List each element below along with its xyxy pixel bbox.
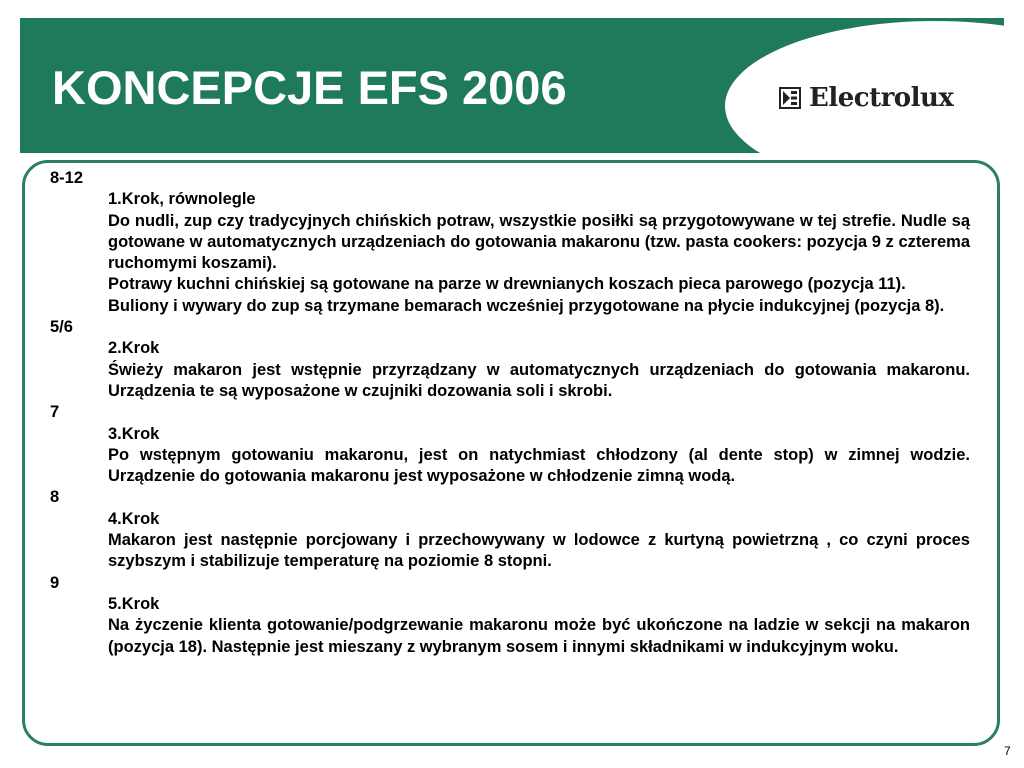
electrolux-logo [779,82,953,114]
step-paragraph: Do nudli, zup czy tradycyjnych chińskich potraw, wszystkie posiłki są przygotowywane w tej strefie. Nudle są gotowane w automatycznych urządzeniach do gotowania makaronu (tzw. pasta cookers: pozycja 9 z czterema ruchomymi koszami). [108,211,970,273]
step-paragraph: Po wstępnym gotowaniu makaronu, jest on natychmiast chłodzony (al dente stop) w zimnej wodzie. Urządzenie do gotowania makaronu jest wyposażone w chłodzenie zimną wodą. [108,445,970,486]
step-paragraph: Potrawy kuchni chińskiej są gotowane na parze w drewnianych koszach pieca parowego (pozycja 11). [108,275,906,294]
section-label: 5/6 [50,318,73,337]
step-title: 1.Krok, równolegle [108,190,256,209]
step-paragraph: Na życzenie klienta gotowanie/podgrzewanie makaronu może być ukończone na ladzie w sekcji na makaron (pozycja 18). Następnie jest mieszany z wybranym sosem i innymi składnikami w indukcyjnym woku. [108,616,970,656]
page-number: 7 [1004,744,1011,758]
step-title: 5.Krok [108,594,160,613]
step-paragraph: Makaron jest następnie porcjowany i przechowywany w lodowce z kurtyną powietrzną , co czyni proces szybszym i stabilizuje temperaturę na poziomie 8 stopni. [108,531,970,571]
content-body [50,168,970,658]
step-title: 4.Krok [108,509,160,528]
section-label: 7 [50,403,60,422]
logo-text: Electrolux [809,83,954,113]
electrolux-mark-icon [779,87,801,109]
step-title: 3.Krok [108,424,160,443]
section-label: 8 [50,488,60,507]
section-label: 9 [50,573,60,592]
section-label: 8-12 [50,169,84,187]
step-paragraph: Buliony i wywary do zup są trzymane bemarach wcześniej przygotowane na płycie indukcyjnej (pozycja 8). [108,296,945,315]
slide-title: KONCEPCJE EFS 2006 [52,61,567,114]
step-paragraph: Świeży makaron jest wstępnie przyrządzany w automatycznych urządzeniach do gotowania makaronu. Urządzenia te są wyposażone w czujniki dozowania soli i skrobi. [108,360,970,400]
step-title: 2.Krok [108,339,160,358]
